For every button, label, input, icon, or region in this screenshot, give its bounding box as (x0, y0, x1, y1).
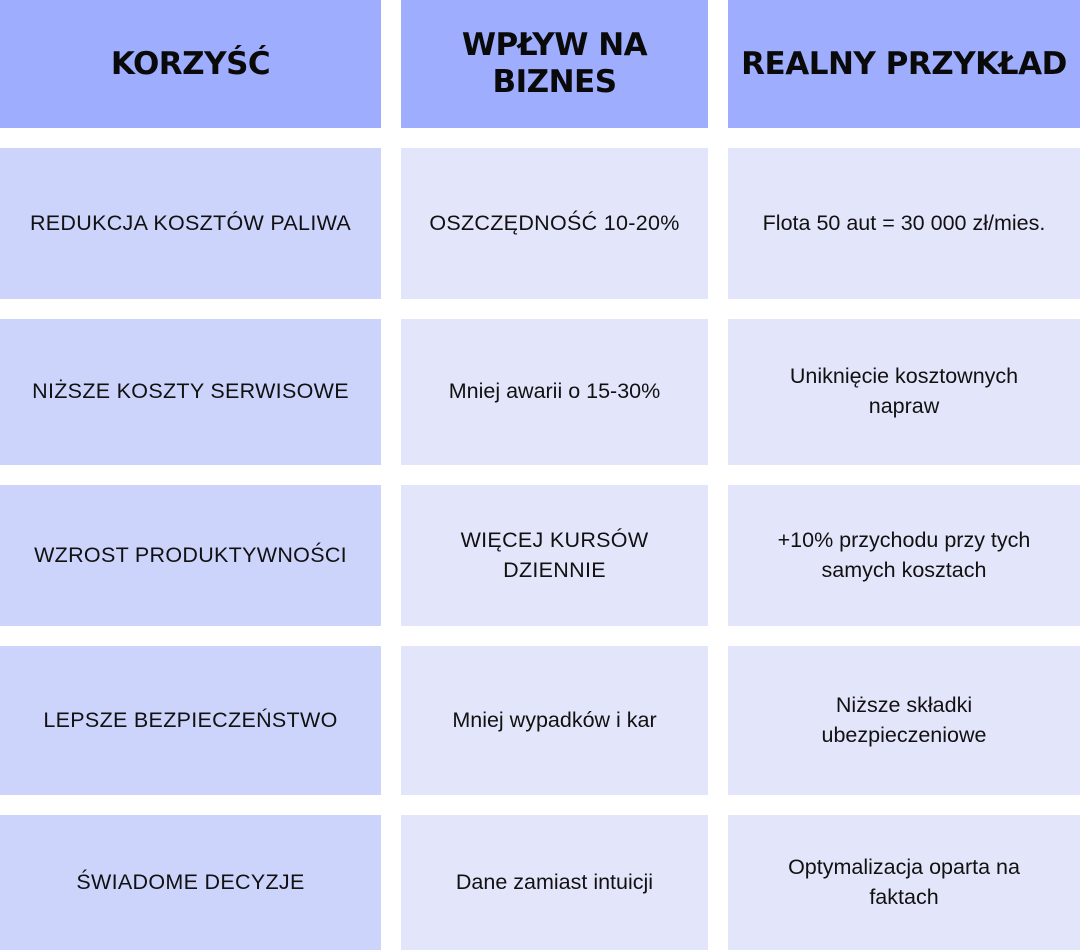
table-row-5-example (728, 815, 1080, 950)
table-row-4-benefit (0, 646, 381, 795)
benefit-text: LEPSZE BEZPIECZEŃSTWO (43, 707, 338, 732)
table-row-4-impact (401, 646, 708, 795)
benefit-text: NIŻSZE KOSZTY SERWISOWE (32, 379, 349, 404)
table-row-5-impact (401, 815, 708, 950)
impact-text: Mniej wypadków i kar (452, 707, 657, 732)
impact-text: Dane zamiast intuicji (455, 869, 654, 894)
benefit-text: ŚWIADOME DECYZJE (76, 869, 305, 894)
header-example-label: REALNY PRZYKŁAD (741, 45, 1067, 82)
table-row-3-benefit (0, 485, 381, 626)
example-text: Uniknięcie kosztownych napraw (789, 364, 1019, 418)
impact-text: OSZCZĘDNOŚĆ 10-20% (429, 210, 680, 235)
table-row-4-example (728, 646, 1080, 795)
table-row-3-impact (401, 485, 708, 626)
example-text: Optymalizacja oparta na faktach (788, 854, 1020, 909)
benefit-text: WZROST PRODUKTYWNOŚCI (34, 542, 347, 567)
table-row-1-example (728, 148, 1080, 299)
table-row-3-example (728, 485, 1080, 626)
header-benefit-label: KORZYŚĆ (110, 45, 271, 82)
example-text: Flota 50 aut = 30 000 zł/mies. (762, 210, 1046, 235)
impact-text: Mniej awarii o 15-30% (448, 379, 661, 404)
benefit-text: REDUKCJA KOSZTÓW PALIWA (29, 210, 352, 235)
table-row-2-impact (401, 319, 708, 465)
example-text: Niższe składki ubezpieczeniowe (821, 692, 987, 747)
example-text: +10% przychodu przy tych samych kosztach (777, 527, 1031, 582)
table-row-1-impact (401, 148, 708, 299)
header-impact-label: WPŁYW NA BIZNES (461, 27, 648, 100)
table-row-5-benefit (0, 815, 381, 950)
table-row-2-benefit (0, 319, 381, 465)
header-impact (401, 0, 708, 128)
table-row-2-example (728, 319, 1080, 465)
header-example (728, 0, 1080, 128)
header-benefit (0, 0, 381, 128)
table-row-1-benefit (0, 148, 381, 299)
impact-text: WIĘCEJ KURSÓW DZIENNIE (460, 527, 649, 582)
